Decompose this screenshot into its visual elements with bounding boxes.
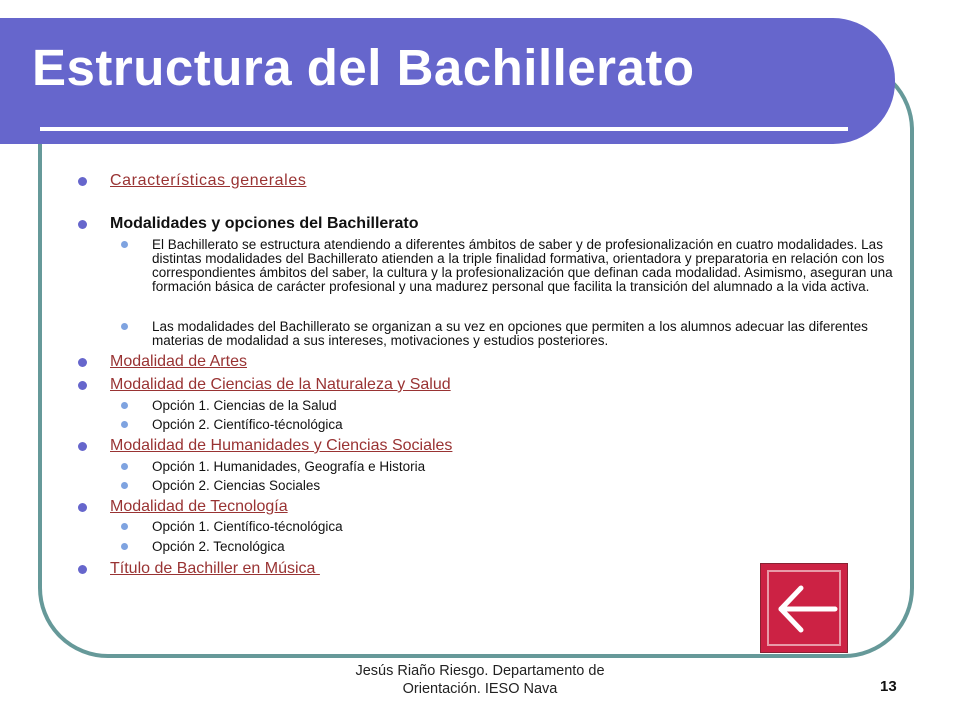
ciencias-option-2: Opción 2. Científico-técnológica [152,417,343,432]
list-item[interactable] [110,560,320,578]
left-arrow-icon [761,564,849,654]
modalidades-paragraph-1: El Bachillerato se estructura atendiendo a diferentes ámbitos de saber y de profesionalización en cuatro modalidades. Las distintas modalidades del Bachillerato atienden a la triple finalidad formativa, orientadora y preparatoria en relación con los correspondientes ámbitos del saber, la cultura y la profesionalización que definan cada modalidad. Asimismo, aseguran una formación básica de carácter profesional y una madurez personal que facilita la transición del alumnado a la vida activa. [152,238,897,294]
banner-divider [40,127,848,131]
list-item[interactable] [110,172,306,190]
humanidades-option-1: Opción 1. Humanidades, Geografía e Historia [152,459,426,474]
footer-text [330,662,630,698]
footer-line-1: Jesús Riaño Riesgo. Departamento de [355,663,605,679]
link-caracteristicas-generales[interactable]: Características generales [110,172,307,189]
list-item[interactable] [110,437,452,455]
list-item[interactable] [110,376,451,394]
tecnologia-option-2: Opción 2. Tecnológica [152,539,285,554]
link-modalidad-ciencias[interactable]: Modalidad de Ciencias de la Naturaleza y Salud [110,376,451,393]
list-item-modalidades-opciones: Modalidades y opciones del Bachillerato [110,215,419,232]
link-titulo-musica[interactable]: Título de Bachiller en Música [110,560,320,577]
ciencias-option-1: Opción 1. Ciencias de la Salud [152,398,337,413]
list-item[interactable] [110,498,288,516]
page-number: 13 [880,678,897,695]
humanidades-option-2: Opción 2. Ciencias Sociales [152,478,321,493]
list-item[interactable] [110,353,247,371]
link-modalidad-tecnologia[interactable]: Modalidad de Tecnología [110,498,288,515]
footer-line-2: Orientación. IESO Nava [402,681,558,697]
modalidades-paragraph-2: Las modalidades del Bachillerato se organizan a su vez en opciones que permiten a los alumnos adecuar las diferentes materias de modalidad a sus intereses, motivaciones y estudios posteriores. [152,320,897,348]
link-modalidad-artes[interactable]: Modalidad de Artes [110,353,247,370]
slide-title: Estructura del Bachillerato [32,39,695,96]
tecnologia-option-1: Opción 1. Científico-técnológica [152,519,343,534]
back-button[interactable] [760,563,848,653]
link-modalidad-humanidades[interactable]: Modalidad de Humanidades y Ciencias Sociales [110,437,453,454]
